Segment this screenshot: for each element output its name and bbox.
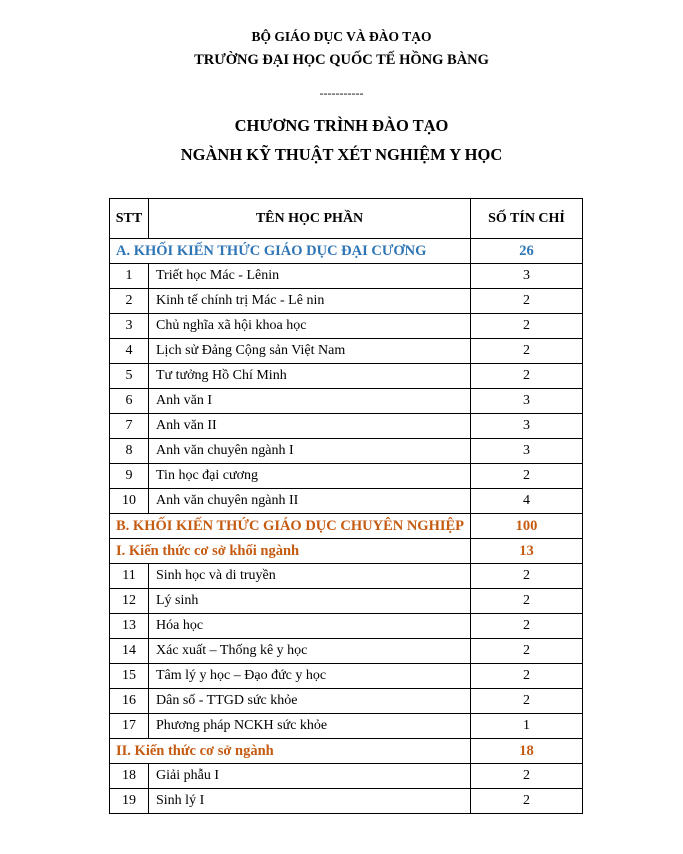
table-row: [110, 664, 583, 689]
row-credits: 3: [471, 389, 583, 414]
table-row: [110, 564, 583, 589]
row-course-name: Kinh tế chính trị Mác - Lê nin: [149, 289, 471, 314]
table-row: [110, 764, 583, 789]
row-credits: 2: [471, 614, 583, 639]
table-body: [110, 239, 583, 814]
table-row: [110, 264, 583, 289]
row-course-name: Anh văn chuyên ngành II: [149, 489, 471, 514]
row-credits: 2: [471, 364, 583, 389]
table-row: [110, 789, 583, 814]
row-credits: 4: [471, 489, 583, 514]
section-row: [110, 739, 583, 764]
table-row: [110, 714, 583, 739]
row-credits: 1: [471, 714, 583, 739]
row-stt: 9: [110, 464, 149, 489]
row-course-name: Tâm lý y học – Đạo đức y học: [149, 664, 471, 689]
section-label: II. Kiến thức cơ sở ngành: [110, 739, 471, 764]
table-row: [110, 314, 583, 339]
row-credits: 2: [471, 289, 583, 314]
row-stt: 15: [110, 664, 149, 689]
table-row: [110, 289, 583, 314]
row-course-name: Tin học đại cương: [149, 464, 471, 489]
table-header-row: [110, 199, 583, 239]
row-course-name: Anh văn I: [149, 389, 471, 414]
row-credits: 2: [471, 339, 583, 364]
table-row: [110, 614, 583, 639]
section-row: [110, 239, 583, 264]
section-row: [110, 539, 583, 564]
row-stt: 19: [110, 789, 149, 814]
row-stt: 8: [110, 439, 149, 464]
section-credits: 18: [471, 739, 583, 764]
row-stt: 14: [110, 639, 149, 664]
row-credits: 2: [471, 764, 583, 789]
row-course-name: Lý sinh: [149, 589, 471, 614]
row-stt: 12: [110, 589, 149, 614]
row-course-name: Giải phẫu I: [149, 764, 471, 789]
row-credits: 3: [471, 439, 583, 464]
row-credits: 2: [471, 589, 583, 614]
row-course-name: Anh văn chuyên ngành I: [149, 439, 471, 464]
row-credits: 2: [471, 689, 583, 714]
table-row: [110, 439, 583, 464]
row-stt: 4: [110, 339, 149, 364]
row-course-name: Dân số - TTGD sức khỏe: [149, 689, 471, 714]
row-stt: 17: [110, 714, 149, 739]
section-credits: 13: [471, 539, 583, 564]
course-table: [109, 198, 583, 814]
row-course-name: Hóa học: [149, 614, 471, 639]
row-stt: 16: [110, 689, 149, 714]
row-course-name: Triết học Mác - Lênin: [149, 264, 471, 289]
section-label: B. KHỐI KIẾN THỨC GIÁO DỤC CHUYÊN NGHIỆP: [110, 514, 471, 539]
section-row: [110, 514, 583, 539]
row-stt: 11: [110, 564, 149, 589]
ministry-heading: BỘ GIÁO DỤC VÀ ĐÀO TẠO: [251, 29, 432, 44]
row-course-name: Sinh học và di truyền: [149, 564, 471, 589]
row-course-name: Anh văn II: [149, 414, 471, 439]
section-label: A. KHỐI KIẾN THỨC GIÁO DỤC ĐẠI CƯƠNG: [110, 239, 471, 264]
row-course-name: Phương pháp NCKH sức khỏe: [149, 714, 471, 739]
table-row: [110, 464, 583, 489]
row-stt: 1: [110, 264, 149, 289]
program-title: CHƯƠNG TRÌNH ĐÀO TẠO: [234, 116, 449, 135]
row-course-name: Lịch sử Đảng Cộng sản Việt Nam: [149, 339, 471, 364]
row-credits: 2: [471, 464, 583, 489]
row-course-name: Chủ nghĩa xã hội khoa học: [149, 314, 471, 339]
section-credits: 26: [471, 239, 583, 264]
row-course-name: Tư tưởng Hồ Chí Minh: [149, 364, 471, 389]
header-divider: -----------: [319, 86, 364, 100]
table-row: [110, 339, 583, 364]
header-credits: SỐ TÍN CHỈ: [471, 199, 583, 239]
row-stt: 7: [110, 414, 149, 439]
row-stt: 5: [110, 364, 149, 389]
table-row: [110, 639, 583, 664]
row-credits: 2: [471, 639, 583, 664]
row-stt: 13: [110, 614, 149, 639]
table-row: [110, 589, 583, 614]
row-credits: 3: [471, 264, 583, 289]
row-credits: 2: [471, 789, 583, 814]
table-row: [110, 389, 583, 414]
table-row: [110, 489, 583, 514]
table-row: [110, 414, 583, 439]
row-credits: 2: [471, 664, 583, 689]
row-course-name: Sinh lý I: [149, 789, 471, 814]
row-stt: 18: [110, 764, 149, 789]
university-heading: TRƯỜNG ĐẠI HỌC QUỐC TẾ HỒNG BÀNG: [194, 52, 489, 68]
table-row: [110, 689, 583, 714]
row-credits: 2: [471, 564, 583, 589]
row-stt: 6: [110, 389, 149, 414]
table-row: [110, 364, 583, 389]
row-credits: 3: [471, 414, 583, 439]
row-stt: 2: [110, 289, 149, 314]
major-title: NGÀNH KỸ THUẬT XÉT NGHIỆM Y HỌC: [180, 145, 503, 164]
row-course-name: Xác xuất – Thống kê y học: [149, 639, 471, 664]
header-course-name: TÊN HỌC PHẦN: [149, 199, 471, 239]
row-credits: 2: [471, 314, 583, 339]
header-stt: STT: [110, 199, 149, 239]
section-credits: 100: [471, 514, 583, 539]
row-stt: 3: [110, 314, 149, 339]
row-stt: 10: [110, 489, 149, 514]
section-label: I. Kiến thức cơ sở khối ngành: [110, 539, 471, 564]
